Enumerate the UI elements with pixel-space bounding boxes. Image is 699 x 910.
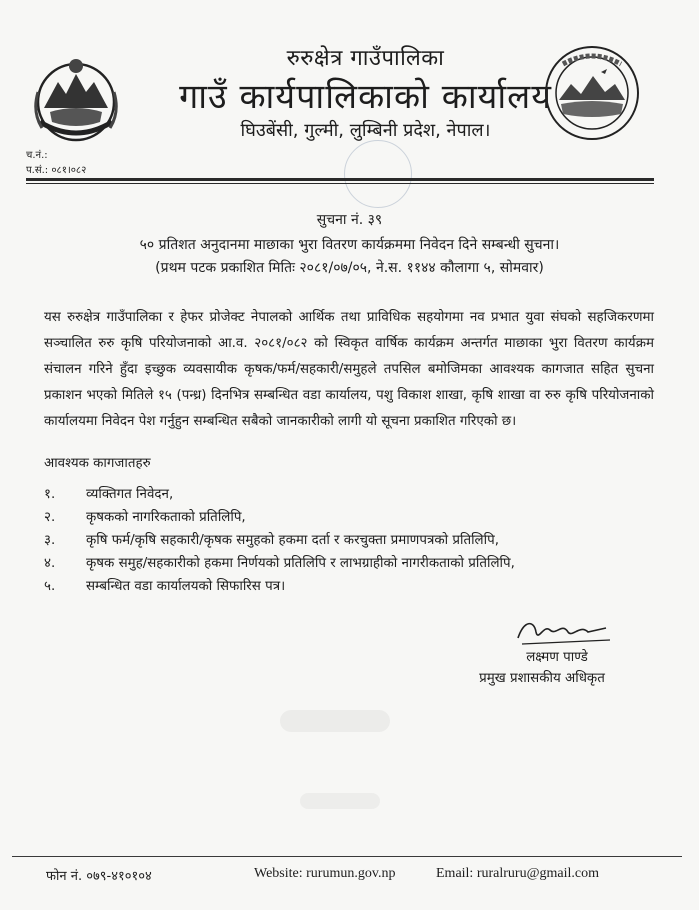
item-text: व्यक्तिगत निवेदन, [86, 487, 174, 502]
header-divider [26, 178, 654, 181]
footer-phone: फोन नं. ०७९-४१०१०४ [46, 869, 152, 884]
handwritten-signature [510, 614, 620, 650]
municipality-name: रुरुक्षेत्र गाउँपालिका [286, 46, 445, 71]
scan-smudge [300, 793, 380, 809]
notice-body: यस रुरुक्षेत्र गाउँपालिका र हेफर प्रोजेक्ट नेपालको आर्थिक तथा प्राविधिक सहयोगमा नव प्रभात युवा संघको सहजिकरणमा सञ्चालित रुरु कृषि परियोजनाको आ.व. २०८१/०८२ को स्विकृत वार्षिक कार्यक्रम अन्तर्गत माछाका भुरा वितरण कार्यक्रम संचालन गरिने हुँदा इच्छुक व्यवसायीक कृषक/फर्म/सहकारी/समुहले तपसिल बमोजिमका आवश्यक कागजात सहित सुचना प्रकाशन भएको मितिले १५ (पन्ध्र) दिनभित्र सम्बन्धित वडा कार्यालय, पशु विकाश शाखा, कृषि शाखा वा रुरु कृषि परियोजनाको कार्यालयमा निवेदन पेश गर्नुहुन सम्बन्धित सबैको जानकारीको लागी यो सूचना प्रकाशित गरिएको छ। [44, 310, 654, 429]
list-item [44, 553, 644, 576]
item-text: कृषि फर्म/कृषि सहकारी/कृषक समुहको हकमा दर्ता र करचुक्ता प्रमाणपत्रको प्रतिलिपि, [86, 533, 499, 548]
item-number: ५. [44, 579, 56, 594]
item-number: ३. [44, 533, 56, 548]
list-item [44, 484, 644, 507]
item-number: ४. [44, 556, 56, 571]
item-number: १. [44, 487, 56, 502]
ref-cha: च.नं.: [26, 150, 48, 161]
scan-smudge [280, 710, 390, 732]
item-text: कृषक समुह/सहकारीको हकमा निर्णयको प्रतिलिपि र लाभग्राहीको नागरीकताको प्रतिलिपि, [86, 556, 515, 571]
item-text: कृषकको नागरिकताको प्रतिलिपि, [86, 510, 246, 525]
list-item [44, 530, 644, 553]
documents-heading: आवश्यक कागजातहरु [44, 456, 151, 471]
notice-subject: ५० प्रतिशत अनुदानमा माछाका भुरा वितरण कार्यक्रममा निवेदन दिने सम्बन्धी सुचना। [139, 237, 560, 253]
faint-office-stamp [344, 140, 412, 208]
item-text: सम्बन्धित वडा कार्यालयको सिफारिस पत्र। [86, 579, 286, 594]
documents-list [44, 484, 644, 599]
item-number: २. [44, 510, 56, 525]
list-item [44, 576, 644, 599]
reference-numbers [26, 148, 86, 178]
footer-divider [12, 856, 682, 857]
list-item [44, 507, 644, 530]
footer-website[interactable]: Website: rurumun.gov.np [254, 866, 396, 881]
notice-published-date: (प्रथम पटक प्रकाशित मितिः २०८१/०७/०५, ने.स. ११४४ कौलागा ५, सोमवार) [155, 260, 544, 276]
header-divider-thin [26, 183, 654, 184]
signatory-name: लक्ष्मण पाण्डे [526, 650, 588, 665]
footer-email[interactable]: Email: ruralruru@gmail.com [436, 866, 599, 881]
notice-number: सुचना नं. ३९ [316, 212, 383, 228]
signatory-title: प्रमुख प्रशासकीय अधिकृत [479, 671, 605, 686]
ref-pa: प.सं.: ०८१।०८२ [26, 165, 87, 176]
office-name: गाउँ कार्यपालिकाको कार्यालय [179, 77, 552, 117]
office-address: घिउबेंसी, गुल्मी, लुम्बिनी प्रदेश, नेपाल। [240, 120, 491, 141]
municipality-seal-icon [543, 44, 641, 142]
